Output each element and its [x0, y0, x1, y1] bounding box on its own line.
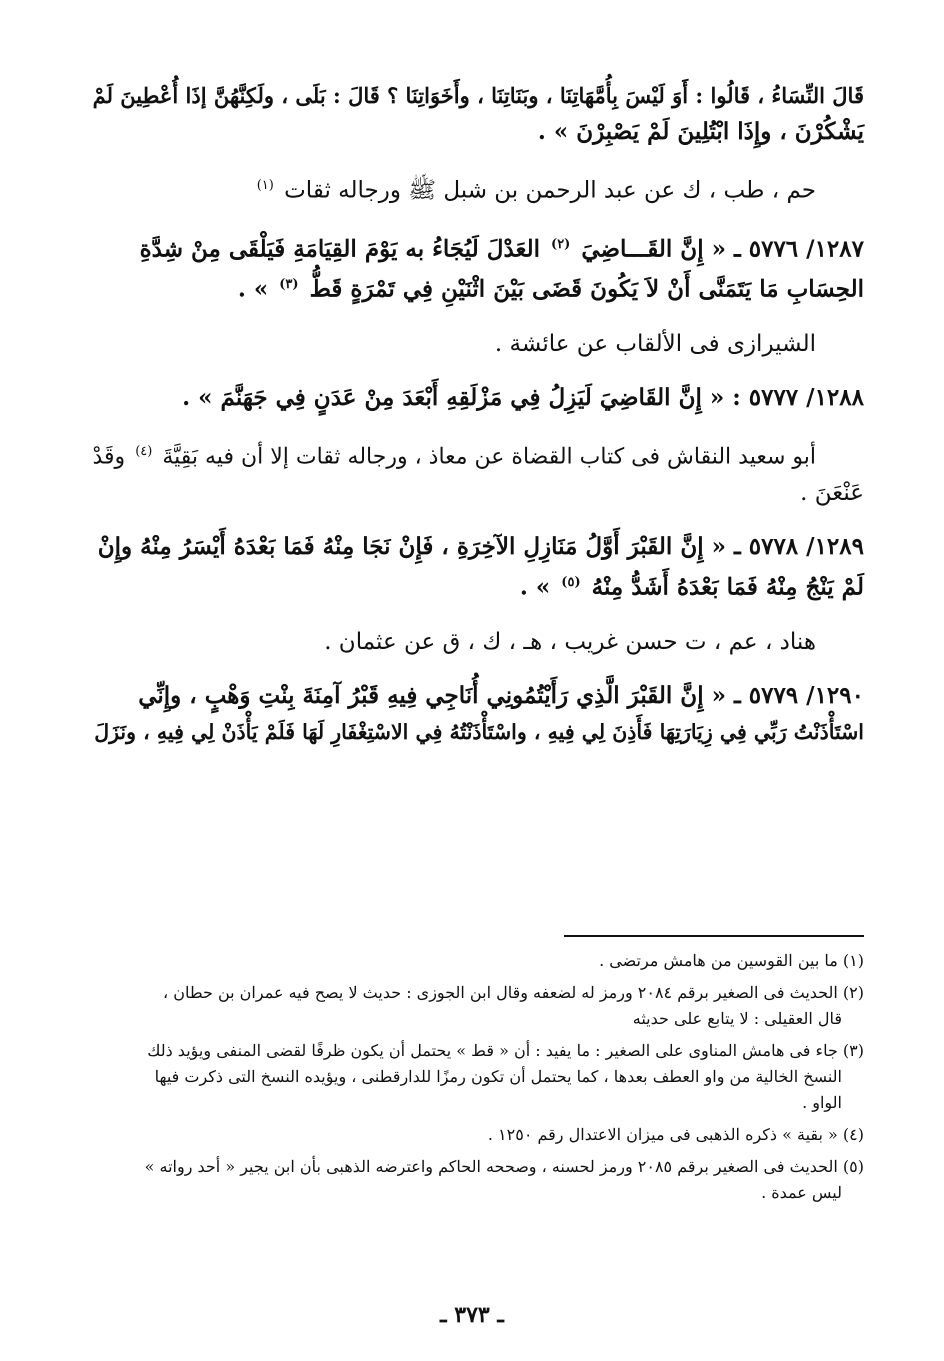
hadith-continuation	[84, 78, 864, 150]
hadith-1290	[84, 678, 864, 750]
source-text: حم ، طب ، ك عن عبد الرحمن بن شبل ﷺ ورجاله ثقات	[284, 177, 816, 204]
source-line	[84, 326, 864, 362]
hadith-text: » .	[237, 275, 269, 303]
footnote-5: (٥) الحديث فى الصغير برقم ٢٠٨٥ ورمز لحسنه ، وصححه الحاكم واعترضه الذهبى بأن ابن يجير « أحد رواته » ليس عمدة .	[144, 1157, 864, 1202]
footnote-2: (٢) الحديث فى الصغير برقم ٢٠٨٤ ورمز له لضعفه وقال ابن الجوزى : حديث لا يصح فيه عمران بن حطان ، قال العقيلى : لا يتابع على حديثه	[162, 983, 864, 1028]
hadith-text: العَدْلَ لَيُجَاءُ به يَوْمَ القِيَامَةِ فَيَلْقَى مِنْ شِدَّةِ	[139, 235, 541, 263]
hadith-1287	[84, 227, 864, 308]
footnote-ref: (٢)	[551, 236, 571, 252]
text-line: يَشْكُرْنَ ، وإِذَا ابْتُلِينَ لَمْ يَصْبِرْنَ » .	[537, 118, 864, 145]
source-text: عَنْعَنَ .	[800, 480, 864, 507]
hadith-text: ١٢٨٩/ ٥٧٧٨ ـ « إِنَّ القَبْرَ أَوَّلُ مَنَازِلِ الآخِرَةِ ، فَإِنْ نَجَا مِنْهُ فَمَا بَعْدَهُ أَيْسَرُ مِنْهُ وإِنْ	[97, 533, 864, 561]
source-text: هناد ، عم ، ت حسن غريب ، هـ ، ك ، ق عن عثمان .	[324, 628, 816, 655]
hadith-text: ١٢٨٨/ ٥٧٧٧ : « إِنَّ القَاضِيَ لَيَزِلُ فِي مَزْلَقِهِ أَبْعَدَ مِنْ عَدَنٍ فِي جَهَنَّمَ » .	[182, 383, 864, 411]
source-text: الشيرازى فى الألقاب عن عائشة .	[494, 330, 816, 357]
footnotes	[84, 948, 864, 1212]
source-line	[84, 168, 864, 209]
footnote-ref: (٣)	[279, 277, 299, 293]
hadith-text: » .	[519, 573, 551, 601]
hadith-text: اسْتَأْذَنْتُ رَبِّي فِي زِيَارَتِهَا فَأَذِنَ لِي فِيهِ ، واسْتَأْذَنْتُهُ فِي الاسْتِغْفَارِ لَهَا فَلَمْ يَأْذَنْ لِي فِيهِ ، ونَزَلَ	[94, 719, 864, 744]
footnote-ref: (٤)	[135, 443, 153, 459]
footnote-1: (١) ما بين القوسين من هامش مرتضى .	[599, 951, 864, 970]
footnote-divider	[564, 935, 864, 937]
hadith-text: الحِسَابِ مَا يَتَمَنَّى أَنْ لاَ يَكُونَ قَضَى بَيْنَ اثْنَيْنِ فِي تَمْرَةٍ قَطُّ	[309, 275, 864, 303]
hadith-text: ١٢٩٠/ ٥٧٧٩ ـ « إِنَّ القَبْرَ الَّذِي رَأَيْتُمُونِي أُنَاجِي فِيهِ قَبْرُ آمِنَةَ بِنْتِ وَهْبٍ ، وإِنِّي	[138, 681, 864, 709]
source-text: أبو سعيد النقاش فى كتاب القضاة عن معاذ ، ورجاله ثقات إلا أن فيه بَقِيَّةَ	[162, 444, 816, 470]
footnote-3: (٣) جاء فى هامش المناوى على الصغير : ما يفيد : أن « قط » يحتمل أن يكون ظرفًا لقضى المنفى ويؤيد ذلك النسخ الخالية من واو العطف بعدها ، كما يحتمل أن تكون رمزًا للدارقطنى ، ويؤيده النسخ التى ذكرت فيها الواو .	[147, 1041, 864, 1112]
source-text: وقَدْ	[92, 444, 126, 470]
hadith-text: لَمْ يَنْجُ مِنْهُ فَمَا بَعْدَهُ أَشَدُّ مِنْهُ	[591, 573, 864, 601]
footnote-ref: (١)	[256, 178, 274, 193]
source-line	[84, 624, 864, 660]
hadith-1288	[84, 380, 864, 416]
text-line: قَالَ النِّسَاءُ ، قَالُوا : أَوَ لَيْسَ بِأُمَّهَاتِنَا ، وبَنَاتِنَا ، وأَخَوَاتِنَا ؟ قَالَ : بَلَى ، ولَكِنَّهُنَّ إذَا أُعْطِينَ لَمْ	[92, 83, 864, 108]
hadith-1289	[84, 529, 864, 606]
main-text	[84, 78, 864, 768]
footnote-4: (٤) « بقية » ذكره الذهبى فى ميزان الاعتدال رقم ١٢٥٠ .	[487, 1125, 864, 1144]
footnote-ref: (٥)	[561, 575, 581, 591]
page-number: ـ ٣٧٣ ـ	[440, 1302, 504, 1328]
hadith-text: ١٢٨٧/ ٥٧٧٦ ـ « إِنَّ القَـــاضِيَ	[581, 235, 864, 263]
source-line	[84, 434, 864, 511]
